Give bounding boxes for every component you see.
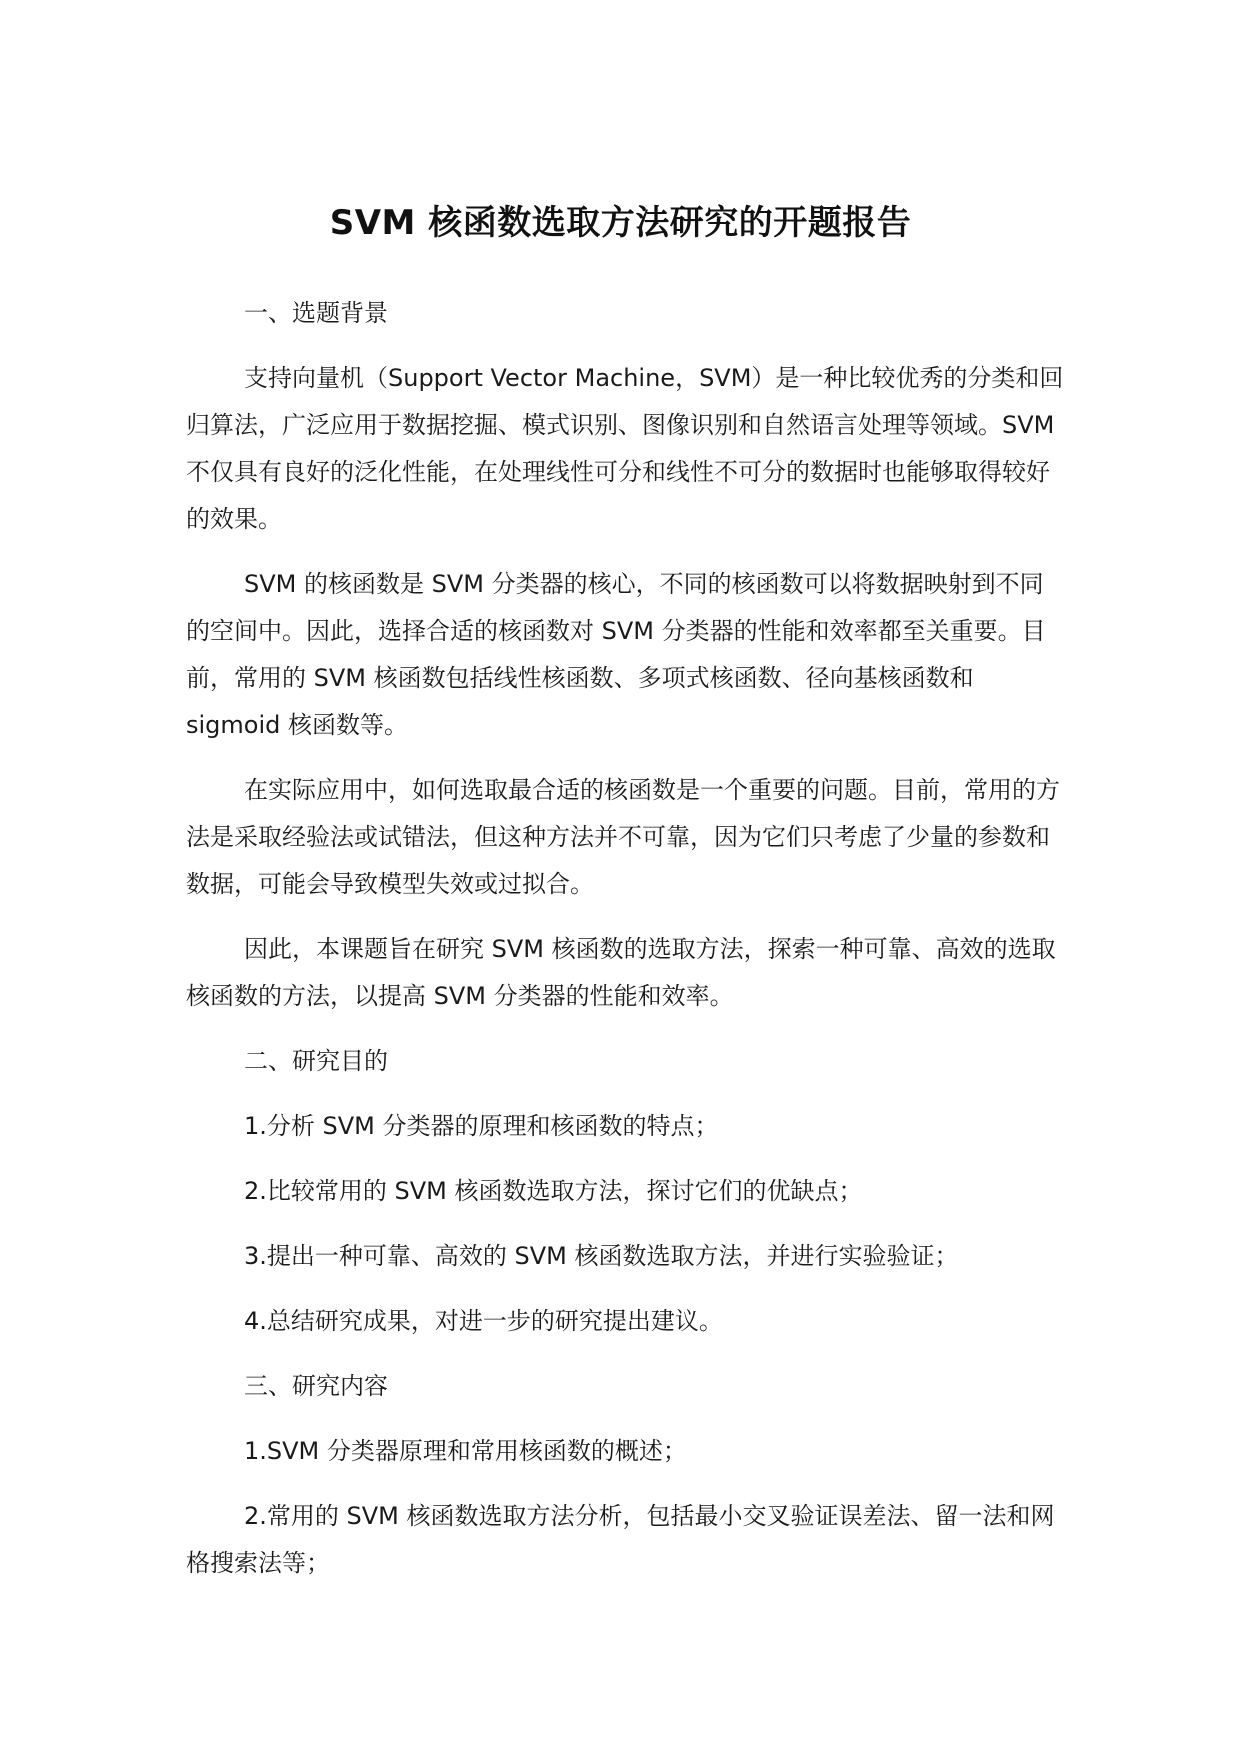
paragraph: SVM 的核函数是 SVM 分类器的核心，不同的核函数可以将数据映射到不同的空间中。因此，选择合适的核函数对 SVM 分类器的性能和效率都至关重要。目前，常用的 SVM 核函数包括线性核函数、多项式核函数、径向基核函数和 sigmoid 核函数等。 — [186, 570, 1046, 739]
paragraph: 支持向量机（Support Vector Machine，SVM）是一种比较优秀的分类和回归算法，广泛应用于数据挖掘、模式识别、图像识别和自然语言处理等领域。SVM 不仅具有良好的泛化性能，在处理线性可分和线性不可分的数据时也能够取得较好的效果。 — [186, 364, 1064, 533]
section-heading-background: 一、选题背景 — [244, 299, 388, 327]
document-title: SVM 核函数选取方法研究的开题报告 — [329, 202, 912, 243]
list-item: 2.常用的 SVM 核函数选取方法分析，包括最小交叉验证误差法、留一法和网格搜索法等； — [186, 1502, 1055, 1577]
list-item: 2.比较常用的 SVM 核函数选取方法，探讨它们的优缺点； — [244, 1177, 863, 1205]
document-body — [186, 290, 1066, 1605]
list-item: 3.提出一种可靠、高效的 SVM 核函数选取方法，并进行实验验证； — [244, 1242, 959, 1270]
list-item: 1.SVM 分类器原理和常用核函数的概述； — [244, 1437, 687, 1465]
list-item: 4.总结研究成果，对进一步的研究提出建议。 — [244, 1307, 723, 1335]
paragraph: 在实际应用中，如何选取最合适的核函数是一个重要的问题。目前，常用的方法是采取经验法或试错法，但这种方法并不可靠，因为它们只考虑了少量的参数和数据，可能会导致模型失效或过拟合。 — [186, 776, 1060, 898]
list-item: 1.分析 SVM 分类器的原理和核函数的特点； — [244, 1112, 719, 1140]
section-heading-purpose: 二、研究目的 — [244, 1047, 388, 1075]
section-heading-content: 三、研究内容 — [244, 1372, 388, 1400]
paragraph: 因此，本课题旨在研究 SVM 核函数的选取方法，探索一种可靠、高效的选取核函数的方法，以提高 SVM 分类器的性能和效率。 — [186, 935, 1056, 1010]
